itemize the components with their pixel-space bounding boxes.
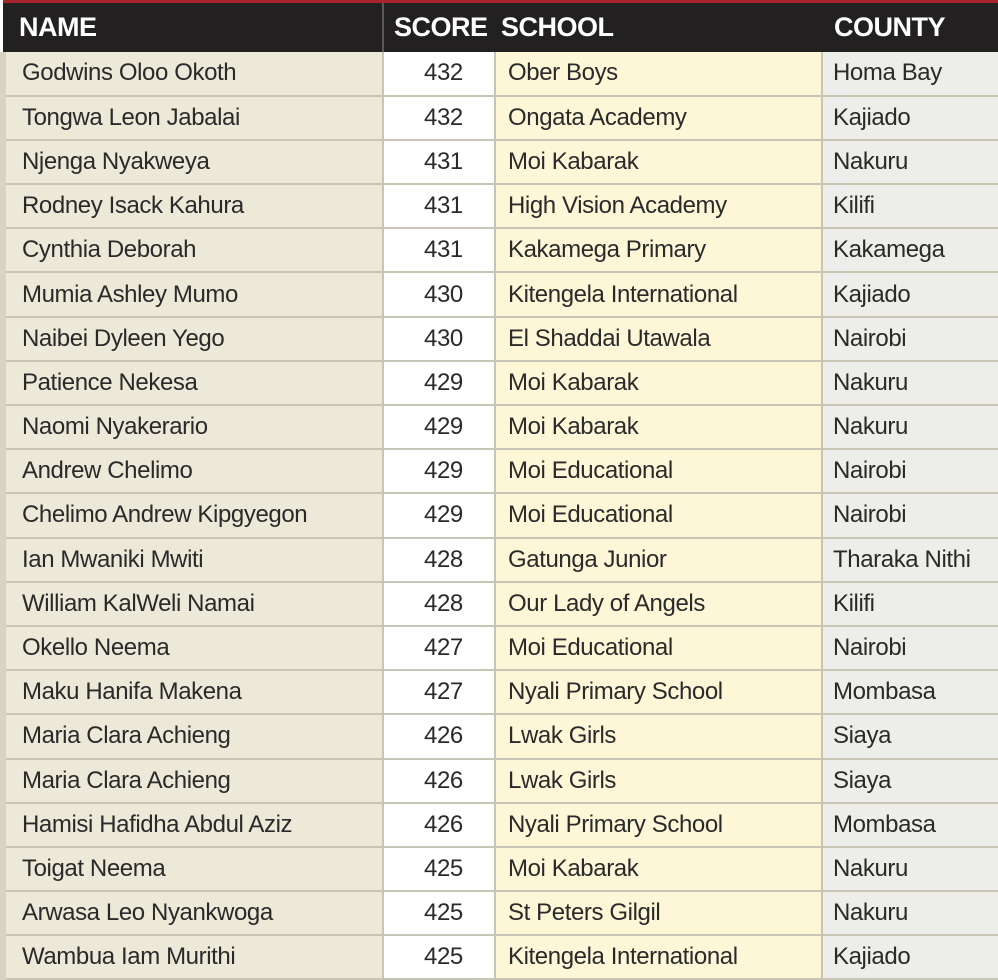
school-cell: Moi Educational [495,626,822,670]
table-body [3,52,998,980]
county-cell: Nairobi [822,449,998,493]
school-cell: Lwak Girls [495,714,822,758]
table-row [3,891,998,935]
score-cell: 430 [383,272,495,316]
school-cell: Moi Educational [495,493,822,537]
school-cell: Ober Boys [495,52,822,96]
column-header-name: NAME [3,2,383,52]
table-row [3,317,998,361]
table-row [3,803,998,847]
header-row [3,2,998,52]
score-cell: 429 [383,361,495,405]
table-row [3,626,998,670]
table-row [3,935,998,979]
county-cell: Homa Bay [822,52,998,96]
score-cell: 432 [383,96,495,140]
score-cell: 426 [383,714,495,758]
student-name-cell: Patience Nekesa [3,361,383,405]
score-cell: 426 [383,803,495,847]
table-row [3,96,998,140]
student-name-cell: Chelimo Andrew Kipgyegon [3,493,383,537]
county-cell: Nairobi [822,317,998,361]
student-name-cell: Okello Neema [3,626,383,670]
student-name-cell: Tongwa Leon Jabalai [3,96,383,140]
student-name-cell: Maku Hanifa Makena [3,670,383,714]
table-row [3,140,998,184]
table-header [3,2,998,52]
student-name-cell: Toigat Neema [3,847,383,891]
county-cell: Tharaka Nithi [822,538,998,582]
student-name-cell: Maria Clara Achieng [3,759,383,803]
table-row [3,538,998,582]
school-cell: Moi Kabarak [495,140,822,184]
score-cell: 429 [383,449,495,493]
school-cell: Nyali Primary School [495,670,822,714]
score-cell: 429 [383,493,495,537]
county-cell: Nairobi [822,493,998,537]
school-cell: El Shaddai Utawala [495,317,822,361]
table-row [3,405,998,449]
score-cell: 427 [383,626,495,670]
student-name-cell: Hamisi Hafidha Abdul Aziz [3,803,383,847]
table-row [3,184,998,228]
score-cell: 430 [383,317,495,361]
school-cell: Our Lady of Angels [495,582,822,626]
county-cell: Nakuru [822,361,998,405]
score-cell: 427 [383,670,495,714]
school-cell: Kakamega Primary [495,228,822,272]
score-cell: 431 [383,228,495,272]
county-cell: Mombasa [822,803,998,847]
county-cell: Kilifi [822,184,998,228]
county-cell: Nakuru [822,891,998,935]
school-cell: Moi Kabarak [495,847,822,891]
table-row [3,847,998,891]
student-name-cell: William KalWeli Namai [3,582,383,626]
table-row [3,759,998,803]
school-cell: Lwak Girls [495,759,822,803]
score-cell: 429 [383,405,495,449]
school-cell: Moi Kabarak [495,405,822,449]
student-name-cell: Mumia Ashley Mumo [3,272,383,316]
table-row [3,449,998,493]
county-cell: Kajiado [822,96,998,140]
student-name-cell: Wambua Iam Murithi [3,935,383,979]
student-name-cell: Godwins Oloo Okoth [3,52,383,96]
county-cell: Kakamega [822,228,998,272]
student-name-cell: Arwasa Leo Nyankwoga [3,891,383,935]
county-cell: Siaya [822,714,998,758]
county-cell: Nairobi [822,626,998,670]
score-cell: 432 [383,52,495,96]
school-cell: Kitengela International [495,272,822,316]
score-cell: 425 [383,891,495,935]
student-name-cell: Rodney Isack Kahura [3,184,383,228]
table-row [3,670,998,714]
school-cell: High Vision Academy [495,184,822,228]
score-cell: 428 [383,582,495,626]
county-cell: Siaya [822,759,998,803]
student-name-cell: Naomi Nyakerario [3,405,383,449]
student-name-cell: Ian Mwaniki Mwiti [3,538,383,582]
student-name-cell: Maria Clara Achieng [3,714,383,758]
county-cell: Nakuru [822,140,998,184]
student-name-cell: Cynthia Deborah [3,228,383,272]
school-cell: Kitengela International [495,935,822,979]
score-cell: 426 [383,759,495,803]
county-cell: Nakuru [822,847,998,891]
county-cell: Kajiado [822,272,998,316]
score-cell: 425 [383,935,495,979]
score-cell: 431 [383,140,495,184]
school-cell: Gatunga Junior [495,538,822,582]
score-cell: 431 [383,184,495,228]
county-cell: Nakuru [822,405,998,449]
table-row [3,52,998,96]
table-row [3,272,998,316]
student-name-cell: Andrew Chelimo [3,449,383,493]
student-name-cell: Njenga Nyakweya [3,140,383,184]
column-header-school: SCHOOL [495,2,822,52]
school-cell: Nyali Primary School [495,803,822,847]
student-name-cell: Naibei Dyleen Yego [3,317,383,361]
table-row [3,714,998,758]
school-cell: St Peters Gilgil [495,891,822,935]
column-header-score: SCORE [383,2,495,52]
table-row [3,582,998,626]
school-cell: Moi Kabarak [495,361,822,405]
score-cell: 428 [383,538,495,582]
county-cell: Mombasa [822,670,998,714]
table-row [3,361,998,405]
school-cell: Ongata Academy [495,96,822,140]
table-row [3,228,998,272]
county-cell: Kajiado [822,935,998,979]
school-cell: Moi Educational [495,449,822,493]
county-cell: Kilifi [822,582,998,626]
table-row [3,493,998,537]
column-header-county: COUNTY [822,2,998,52]
score-cell: 425 [383,847,495,891]
